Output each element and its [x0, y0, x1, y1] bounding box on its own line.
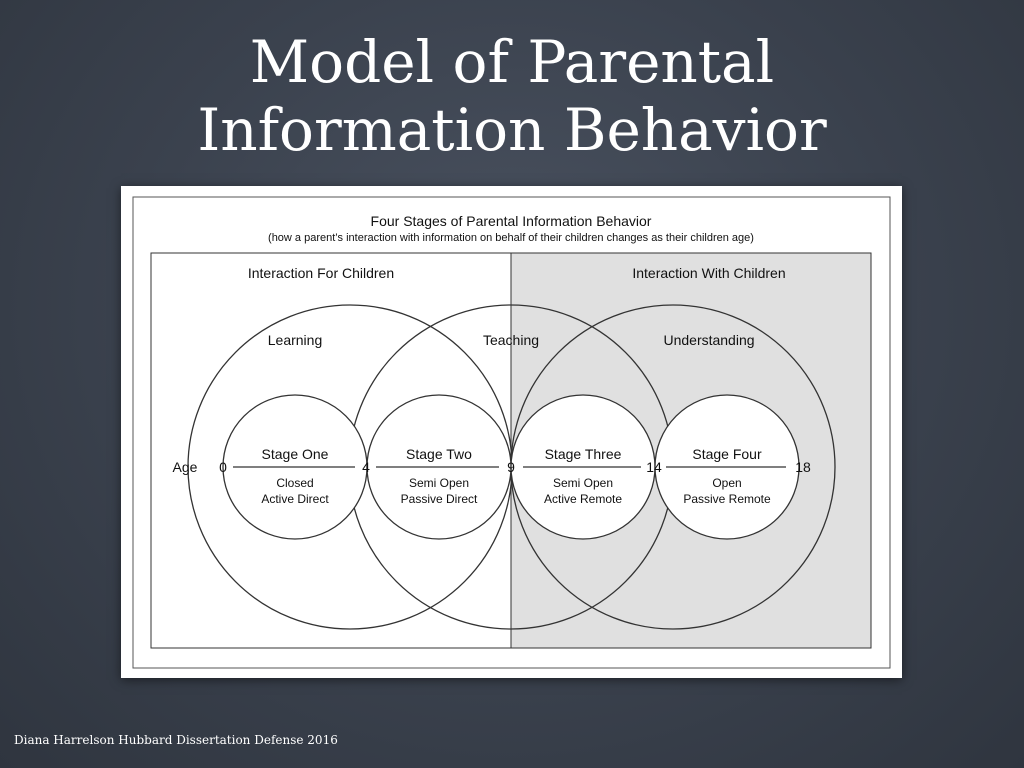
footer-credit: Diana Harrelson Hubbard Dissertation Defense 2016	[14, 733, 338, 747]
slide-title-line-2: Information Behavior	[197, 96, 827, 164]
stage-one-line1: Closed	[276, 476, 314, 490]
diagram-figure	[121, 186, 902, 678]
stage-three-line1: Semi Open	[552, 476, 614, 490]
age-tick-label: 4	[362, 459, 370, 475]
stage-two-text	[401, 446, 478, 506]
stage-three-text	[544, 446, 622, 506]
left-panel-label: Interaction For Children	[247, 265, 395, 281]
stage-three-line2: Active Remote	[543, 492, 623, 506]
age-tick-label: 18	[795, 459, 811, 475]
age-axis-label: Age	[172, 459, 198, 475]
stage-four-line2: Passive Remote	[683, 492, 771, 506]
parental-information-behavior-diagram	[121, 186, 902, 678]
diagram-heading: Four Stages of Parental Information Behavior	[370, 213, 652, 229]
slide-title-line-1: Model of Parental	[249, 28, 775, 96]
right-panel-label: Interaction With Children	[632, 265, 786, 281]
slide-title	[0, 28, 1024, 164]
stage-one-name: Stage One	[261, 446, 329, 462]
age-tick-label: 9	[507, 459, 515, 475]
stage-two-line2: Passive Direct	[400, 492, 478, 506]
learning-label: Learning	[267, 332, 323, 348]
stage-two-name: Stage Two	[406, 446, 472, 462]
understanding-label: Understanding	[663, 332, 755, 348]
stage-one-line2: Active Direct	[261, 492, 329, 506]
age-tick-label: 0	[219, 459, 227, 475]
stage-three-name: Stage Three	[544, 446, 622, 462]
stage-two-line1: Semi Open	[408, 476, 470, 490]
teaching-label: Teaching	[482, 332, 540, 348]
diagram-subheading: (how a parent’s interaction with information on behalf of their children changes as their children age)	[268, 232, 754, 244]
stage-four-name: Stage Four	[692, 446, 762, 462]
age-tick-label: 14	[646, 459, 662, 475]
stage-four-line1: Open	[712, 476, 742, 490]
